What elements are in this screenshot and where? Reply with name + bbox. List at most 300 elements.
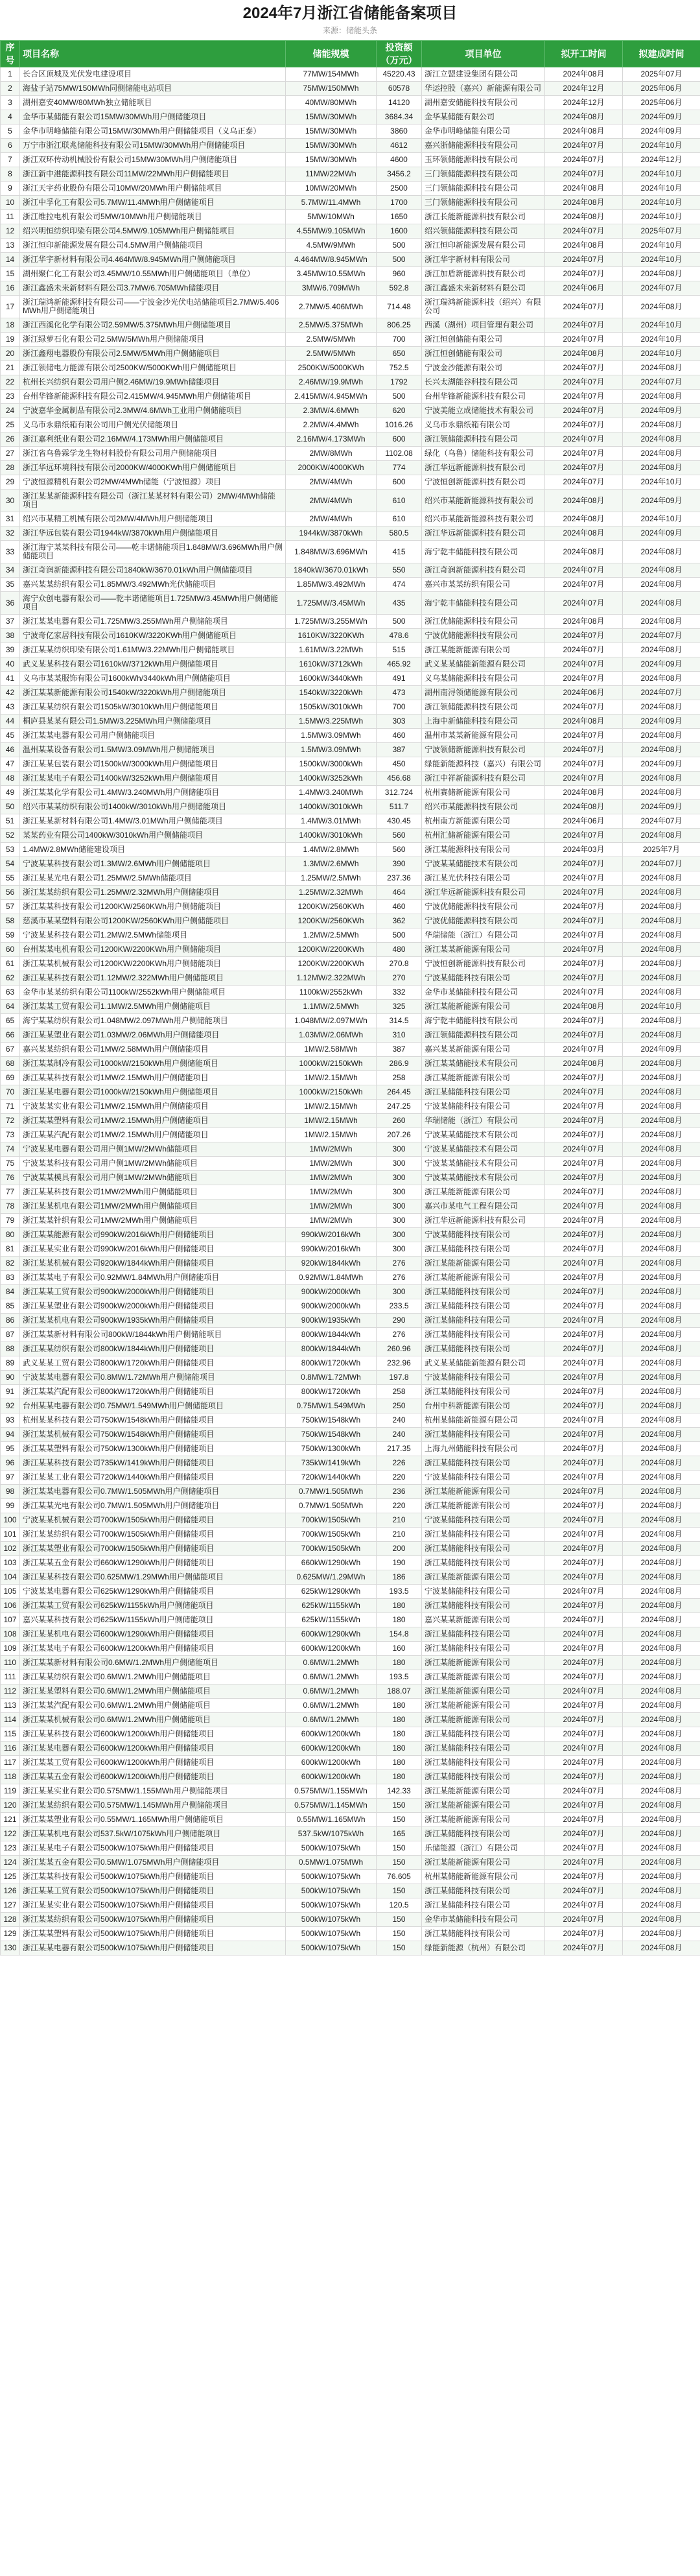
cell-project-name: 浙江某某机电有限公司600kW/1290kWh用户侧储能项目 <box>20 1627 286 1642</box>
cell-investment: 180 <box>377 1713 422 1727</box>
cell-investment: 511.7 <box>377 800 422 814</box>
cell-completion-time: 2024年08月 <box>623 1114 700 1128</box>
cell-project-name: 浙江某某机械有限公司750kW/1548kWh用户侧储能项目 <box>20 1428 286 1442</box>
cell-investment: 474 <box>377 578 422 592</box>
cell-storage-scale: 1MW/2.15MWh <box>286 1114 377 1128</box>
cell-start-time: 2024年07月 <box>545 1756 623 1770</box>
cell-index: 123 <box>1 1841 20 1856</box>
table-row <box>1 67 700 82</box>
cell-storage-scale: 77MW/154MWh <box>286 67 377 82</box>
cell-investment: 290 <box>377 1314 422 1328</box>
cell-completion-time: 2024年08月 <box>623 578 700 592</box>
cell-project-unit: 浙江瑞鸿新能源科技（绍兴）有限公司 <box>422 296 545 318</box>
cell-completion-time: 2024年08月 <box>623 592 700 615</box>
cell-project-name: 浙江某某机电有限公司900kW/1935kWh用户侧储能项目 <box>20 1314 286 1328</box>
cell-storage-scale: 2.46MW/19.9MWh <box>286 375 377 390</box>
cell-project-name: 台州华锋新能源科技有限公司2.415MW/4.945MWh用户侧储能项目 <box>20 390 286 404</box>
cell-project-unit: 绿化（乌鲁）储能科技有限公司 <box>422 447 545 461</box>
table-row <box>1 715 700 729</box>
cell-completion-time: 2024年08月 <box>623 1570 700 1585</box>
cell-storage-scale: 0.6MW/1.2MWh <box>286 1699 377 1713</box>
cell-start-time: 2024年07月 <box>545 672 623 686</box>
cell-index: 28 <box>1 461 20 475</box>
cell-index: 45 <box>1 729 20 743</box>
cell-investment: 186 <box>377 1570 422 1585</box>
cell-completion-time: 2024年08月 <box>623 1328 700 1342</box>
cell-index: 127 <box>1 1898 20 1913</box>
cell-storage-scale: 500kW/1075kWh <box>286 1913 377 1927</box>
cell-storage-scale: 2.16MW/4.173MWh <box>286 432 377 447</box>
cell-start-time: 2024年07月 <box>545 375 623 390</box>
cell-storage-scale: 2.5MW/5MWh <box>286 347 377 361</box>
cell-project-unit: 杭州汇储新能源有限公司 <box>422 829 545 843</box>
cell-index: 49 <box>1 786 20 800</box>
cell-completion-time: 2024年08月 <box>623 1413 700 1428</box>
cell-project-unit: 浙江中祥新能源科技有限公司 <box>422 772 545 786</box>
cell-index: 99 <box>1 1499 20 1513</box>
cell-completion-time: 2025年7月 <box>623 843 700 857</box>
cell-project-unit: 宁波优储能源科技有限公司 <box>422 900 545 914</box>
cell-investment: 460 <box>377 729 422 743</box>
cell-project-unit: 湖州嘉安储能科技有限公司 <box>422 96 545 110</box>
cell-storage-scale: 625kW/1290kWh <box>286 1585 377 1599</box>
cell-index: 115 <box>1 1727 20 1742</box>
cell-project-unit: 浙江某光伏科技有限公司 <box>422 871 545 886</box>
cell-investment: 150 <box>377 1884 422 1898</box>
cell-start-time: 2024年07月 <box>545 871 623 886</box>
cell-storage-scale: 0.55MW/1.165MWh <box>286 1813 377 1827</box>
table-row <box>1 361 700 375</box>
cell-index: 14 <box>1 253 20 267</box>
table-row <box>1 1499 700 1513</box>
cell-project-name: 浙江某某化学有限公司1.4MW/3.240MWh用户侧储能项目 <box>20 786 286 800</box>
cell-investment: 240 <box>377 1413 422 1428</box>
cell-storage-scale: 600kW/1200kWh <box>286 1727 377 1742</box>
cell-project-unit: 嘉兴浙储能源科技有限公司 <box>422 139 545 153</box>
cell-index: 90 <box>1 1371 20 1385</box>
cell-storage-scale: 500kW/1075kWh <box>286 1941 377 1956</box>
table-row <box>1 1513 700 1528</box>
cell-completion-time: 2024年10月 <box>623 196 700 210</box>
cell-investment: 325 <box>377 1000 422 1014</box>
cell-project-name: 浙江某某电器有限公司500kW/1075kWh用户侧储能项目 <box>20 1941 286 1956</box>
cell-start-time: 2024年07月 <box>545 1142 623 1157</box>
cell-completion-time: 2024年12月 <box>623 153 700 167</box>
cell-index: 46 <box>1 743 20 757</box>
cell-project-unit: 浙江某储能科技有限公司 <box>422 1827 545 1841</box>
cell-project-unit: 浙江某能新能源有限公司 <box>422 1713 545 1727</box>
cell-start-time: 2024年07月 <box>545 1100 623 1114</box>
header-investment: 投资额（万元） <box>377 41 422 67</box>
cell-start-time: 2024年07月 <box>545 224 623 239</box>
cell-completion-time: 2024年10月 <box>623 139 700 153</box>
cell-project-name: 浙江某某纺织有限公司0.6MW/1.2MWh用户侧储能项目 <box>20 1670 286 1684</box>
cell-completion-time: 2024年08月 <box>623 563 700 578</box>
cell-project-name: 浙江某某纺织有限公司500kW/1075kWh用户侧储能项目 <box>20 1913 286 1927</box>
cell-project-name: 浙江某某科技有限公司1MW/2.15MWh用户侧储能项目 <box>20 1071 286 1085</box>
cell-investment: 193.5 <box>377 1670 422 1684</box>
table-row <box>1 1756 700 1770</box>
cell-start-time: 2024年07月 <box>545 743 623 757</box>
cell-investment: 260 <box>377 1114 422 1128</box>
cell-investment: 460 <box>377 900 422 914</box>
cell-index: 80 <box>1 1228 20 1242</box>
table-row <box>1 1642 700 1656</box>
cell-index: 24 <box>1 404 20 418</box>
cell-project-unit: 浙江华远新能源科技有限公司 <box>422 461 545 475</box>
cell-start-time: 2024年07月 <box>545 1314 623 1328</box>
cell-index: 3 <box>1 96 20 110</box>
cell-investment: 232.96 <box>377 1356 422 1371</box>
table-row <box>1 1185 700 1199</box>
cell-storage-scale: 800kW/1720kWh <box>286 1385 377 1399</box>
cell-start-time: 2024年08月 <box>545 512 623 526</box>
cell-start-time: 2024年07月 <box>545 1542 623 1556</box>
cell-index: 50 <box>1 800 20 814</box>
cell-start-time: 2024年07月 <box>545 1271 623 1285</box>
cell-storage-scale: 1MW/2MWh <box>286 1199 377 1214</box>
cell-index: 26 <box>1 432 20 447</box>
cell-storage-scale: 500kW/1075kWh <box>286 1898 377 1913</box>
cell-investment: 180 <box>377 1727 422 1742</box>
cell-project-unit: 浙江某储能科技有限公司 <box>422 1085 545 1100</box>
cell-completion-time: 2024年08月 <box>623 361 700 375</box>
table-row <box>1 1627 700 1642</box>
cell-completion-time: 2024年08月 <box>623 1285 700 1299</box>
cell-start-time: 2024年07月 <box>545 1214 623 1228</box>
cell-project-name: 浙江某某电子有限公司1400kW/3252kWh用户侧储能项目 <box>20 772 286 786</box>
cell-index: 64 <box>1 1000 20 1014</box>
header-completion-time: 拟建成时间 <box>623 41 700 67</box>
cell-project-unit: 浙江立盟建设集团有限公司 <box>422 67 545 82</box>
table-row <box>1 526 700 541</box>
cell-index: 5 <box>1 124 20 139</box>
cell-index: 1 <box>1 67 20 82</box>
cell-completion-time: 2024年08月 <box>623 1884 700 1898</box>
cell-project-name: 浙江华宇新材料有限公司4.464MW/8.945MWh用户侧储能项目 <box>20 253 286 267</box>
cell-completion-time: 2024年08月 <box>623 986 700 1000</box>
cell-start-time: 2024年07月 <box>545 1528 623 1542</box>
table-row <box>1 578 700 592</box>
cell-investment: 650 <box>377 347 422 361</box>
cell-index: 44 <box>1 715 20 729</box>
table-row <box>1 1827 700 1841</box>
cell-project-unit: 浙江某储能科技有限公司 <box>422 1428 545 1442</box>
table-row <box>1 1699 700 1713</box>
cell-completion-time: 2024年08月 <box>623 1485 700 1499</box>
cell-project-unit: 浙江某能新能源有限公司 <box>422 1799 545 1813</box>
cell-storage-scale: 2.5MW/5.375MWh <box>286 318 377 333</box>
cell-index: 125 <box>1 1870 20 1884</box>
cell-project-name: 宁波某某科技有限公司1.2MW/2.5MWh储能项目 <box>20 928 286 943</box>
cell-index: 35 <box>1 578 20 592</box>
cell-completion-time: 2024年09月 <box>623 124 700 139</box>
cell-completion-time: 2024年08月 <box>623 1841 700 1856</box>
table-row <box>1 1014 700 1028</box>
cell-start-time: 2024年07月 <box>545 1456 623 1471</box>
header-project-unit: 项目单位 <box>422 41 545 67</box>
cell-project-name: 浙江某某新能源有限公司1540kW/3220kWh用户侧储能项目 <box>20 686 286 700</box>
cell-project-name: 浙江天宇药业股份有限公司10MW/20MWh用户侧储能项目 <box>20 182 286 196</box>
table-row <box>1 1670 700 1684</box>
cell-completion-time: 2024年08月 <box>623 1770 700 1784</box>
cell-project-name: 浙江某某实业有限公司990kW/2016kWh用户侧储能项目 <box>20 1242 286 1257</box>
cell-project-name: 浙江鑫翔电器股份有限公司2.5MW/5MWh用户侧储能项目 <box>20 347 286 361</box>
cell-investment: 190 <box>377 1556 422 1570</box>
cell-index: 111 <box>1 1670 20 1684</box>
cell-index: 73 <box>1 1128 20 1142</box>
cell-index: 105 <box>1 1585 20 1599</box>
cell-start-time: 2024年08月 <box>545 210 623 224</box>
cell-project-name: 浙江中孚化工有限公司5.7MW/11.4MWh用户侧储能项目 <box>20 196 286 210</box>
cell-storage-scale: 1540kW/3220kWh <box>286 686 377 700</box>
cell-project-unit: 浙江优储能源科技有限公司 <box>422 615 545 629</box>
table-row <box>1 418 700 432</box>
cell-investment: 752.5 <box>377 361 422 375</box>
table-row <box>1 1242 700 1257</box>
cell-completion-time: 2024年08月 <box>623 943 700 957</box>
table-row <box>1 1813 700 1827</box>
cell-completion-time: 2024年08月 <box>623 643 700 657</box>
cell-project-unit: 浙江某储能科技有限公司 <box>422 1770 545 1784</box>
cell-investment: 610 <box>377 490 422 512</box>
cell-storage-scale: 11MW/22MWh <box>286 167 377 182</box>
cell-index: 108 <box>1 1627 20 1642</box>
cell-start-time: 2024年07月 <box>545 1499 623 1513</box>
cell-project-unit: 浙江某能新能源有限公司 <box>422 1000 545 1014</box>
cell-project-name: 浙江某某塑料有限公司1MW/2.15MWh用户侧储能项目 <box>20 1114 286 1128</box>
cell-completion-time: 2024年08月 <box>623 1214 700 1228</box>
cell-project-unit: 华运控股（嘉兴）新能源有限公司 <box>422 82 545 96</box>
cell-index: 97 <box>1 1471 20 1485</box>
cell-storage-scale: 1.725MW/3.255MWh <box>286 615 377 629</box>
table-row <box>1 943 700 957</box>
cell-project-name: 浙江某某塑业有限公司0.55MW/1.165MWh用户侧储能项目 <box>20 1813 286 1827</box>
cell-storage-scale: 700kW/1505kWh <box>286 1528 377 1542</box>
table-row <box>1 1328 700 1342</box>
cell-investment: 197.8 <box>377 1371 422 1385</box>
cell-project-name: 浙江某某工贸有限公司500kW/1075kWh用户侧储能项目 <box>20 1884 286 1898</box>
cell-completion-time: 2024年07月 <box>623 686 700 700</box>
table-row <box>1 210 700 224</box>
cell-investment: 180 <box>377 1656 422 1670</box>
cell-completion-time: 2024年08月 <box>623 1813 700 1827</box>
cell-storage-scale: 1MW/2.15MWh <box>286 1128 377 1142</box>
cell-index: 62 <box>1 971 20 986</box>
cell-completion-time: 2024年08月 <box>623 971 700 986</box>
cell-project-name: 浙江某某制冷有限公司1000kW/2150kWh用户侧储能项目 <box>20 1057 286 1071</box>
cell-project-name: 浙江华远环境科技有限公司2000KW/4000KWh用户侧储能项目 <box>20 461 286 475</box>
cell-start-time: 2024年07月 <box>545 418 623 432</box>
cell-completion-time: 2024年08月 <box>623 1941 700 1956</box>
table-row <box>1 224 700 239</box>
cell-investment: 200 <box>377 1542 422 1556</box>
cell-storage-scale: 1.1MW/2.5MWh <box>286 1000 377 1014</box>
cell-start-time: 2024年07月 <box>545 253 623 267</box>
cell-start-time: 2024年06月 <box>545 686 623 700</box>
cell-index: 34 <box>1 563 20 578</box>
cell-project-name: 浙江某某电器有限公司用户侧储能项目 <box>20 729 286 743</box>
cell-storage-scale: 900kW/1935kWh <box>286 1314 377 1328</box>
cell-storage-scale: 660kW/1290kWh <box>286 1556 377 1570</box>
table-row <box>1 461 700 475</box>
table-row <box>1 1428 700 1442</box>
table-row <box>1 1071 700 1085</box>
cell-start-time: 2024年07月 <box>545 657 623 672</box>
cell-project-unit: 浙江某储能科技有限公司 <box>422 1456 545 1471</box>
cell-project-name: 浙江某某五金有限公司660kW/1290kWh用户侧储能项目 <box>20 1556 286 1570</box>
cell-project-unit: 浙江某储能科技有限公司 <box>422 1242 545 1257</box>
cell-project-name: 浙江新中港能源科技有限公司11MW/22MWh用户侧储能项目 <box>20 167 286 182</box>
cell-start-time: 2024年07月 <box>545 563 623 578</box>
cell-investment: 473 <box>377 686 422 700</box>
cell-project-name: 浙江某某科技有限公司1MW/2MWh用户侧储能项目 <box>20 1185 286 1199</box>
table-row <box>1 1856 700 1870</box>
cell-index: 78 <box>1 1199 20 1214</box>
cell-project-name: 嘉兴某某科技有限公司625kW/1155kWh用户侧储能项目 <box>20 1613 286 1627</box>
cell-investment: 500 <box>377 390 422 404</box>
cell-storage-scale: 1MW/2.15MWh <box>286 1100 377 1114</box>
table-row <box>1 672 700 686</box>
cell-storage-scale: 800kW/1844kWh <box>286 1342 377 1356</box>
cell-index: 66 <box>1 1028 20 1043</box>
cell-index: 106 <box>1 1599 20 1613</box>
cell-project-unit: 浙江某能新能源有限公司 <box>422 1499 545 1513</box>
cell-project-unit: 浙江恒印新能源发展有限公司 <box>422 239 545 253</box>
cell-project-unit: 绍兴领储能源科技有限公司 <box>422 224 545 239</box>
cell-start-time: 2024年07月 <box>545 1684 623 1699</box>
cell-project-name: 浙江某某塑业有限公司700kW/1505kWh用户侧储能项目 <box>20 1542 286 1556</box>
cell-start-time: 2024年07月 <box>545 1813 623 1827</box>
cell-start-time: 2024年07月 <box>545 1699 623 1713</box>
cell-project-unit: 玉环领储能源科技有限公司 <box>422 153 545 167</box>
cell-storage-scale: 1400kW/3010kWh <box>286 800 377 814</box>
cell-index: 54 <box>1 857 20 871</box>
table-row <box>1 239 700 253</box>
cell-storage-scale: 2.7MW/5.406MWh <box>286 296 377 318</box>
cell-investment: 515 <box>377 643 422 657</box>
cell-investment: 310 <box>377 1028 422 1043</box>
table-row <box>1 1884 700 1898</box>
cell-project-unit: 宁波领储新能源科技有限公司 <box>422 743 545 757</box>
cell-project-unit: 宁波金沙能源有限公司 <box>422 361 545 375</box>
cell-project-name: 义乌市某某服饰有限公司1600kWh/3440kWh用户侧储能项目 <box>20 672 286 686</box>
cell-start-time: 2024年12月 <box>545 82 623 96</box>
cell-storage-scale: 537.5kW/1075kWh <box>286 1827 377 1841</box>
cell-project-name: 浙江某某汽配有限公司1MW/2.15MWh用户侧储能项目 <box>20 1128 286 1142</box>
cell-storage-scale: 700kW/1505kWh <box>286 1513 377 1528</box>
cell-project-unit: 浙江某储能科技有限公司 <box>422 1342 545 1356</box>
cell-index: 33 <box>1 541 20 563</box>
cell-completion-time: 2024年09月 <box>623 490 700 512</box>
cell-completion-time: 2024年08月 <box>623 1542 700 1556</box>
cell-completion-time: 2024年09月 <box>623 715 700 729</box>
cell-storage-scale: 1.3MW/2.6MWh <box>286 857 377 871</box>
cell-investment: 464 <box>377 886 422 900</box>
cell-index: 9 <box>1 182 20 196</box>
cell-investment: 600 <box>377 475 422 490</box>
cell-investment: 700 <box>377 333 422 347</box>
cell-start-time: 2024年07月 <box>545 404 623 418</box>
table-row <box>1 1057 700 1071</box>
cell-storage-scale: 800kW/1844kWh <box>286 1328 377 1342</box>
cell-project-name: 浙江某某科技有限公司1200KW/2560KWh用户侧储能项目 <box>20 900 286 914</box>
cell-start-time: 2024年07月 <box>545 333 623 347</box>
cell-project-unit: 浙江恒创储能有限公司 <box>422 347 545 361</box>
cell-completion-time: 2024年08月 <box>623 1742 700 1756</box>
table-row <box>1 871 700 886</box>
cell-project-name: 浙江某某工贸有限公司625kW/1155kWh用户侧储能项目 <box>20 1599 286 1613</box>
cell-index: 93 <box>1 1413 20 1428</box>
table-row <box>1 1841 700 1856</box>
cell-investment: 250 <box>377 1399 422 1413</box>
cell-project-name: 浙江某某塑料有限公司0.6MW/1.2MWh用户侧储能项目 <box>20 1684 286 1699</box>
cell-index: 22 <box>1 375 20 390</box>
cell-investment: 240 <box>377 1428 422 1442</box>
cell-completion-time: 2024年08月 <box>623 432 700 447</box>
table-row <box>1 512 700 526</box>
cell-index: 41 <box>1 672 20 686</box>
cell-project-unit: 浙江鑫盛未来新材料有限公司 <box>422 281 545 296</box>
cell-start-time: 2024年03月 <box>545 843 623 857</box>
cell-completion-time: 2024年08月 <box>623 786 700 800</box>
cell-start-time: 2024年07月 <box>545 1841 623 1856</box>
cell-index: 107 <box>1 1613 20 1627</box>
cell-completion-time: 2025年07月 <box>623 224 700 239</box>
cell-project-unit: 湖州南浔领储能源有限公司 <box>422 686 545 700</box>
cell-index: 4 <box>1 110 20 124</box>
cell-storage-scale: 750kW/1548kWh <box>286 1413 377 1428</box>
cell-investment: 150 <box>377 1799 422 1813</box>
cell-investment: 1792 <box>377 375 422 390</box>
cell-project-unit: 三门领储能源科技有限公司 <box>422 182 545 196</box>
cell-storage-scale: 0.75MW/1.549MWh <box>286 1399 377 1413</box>
cell-project-name: 金华市明峰储能有限公司15MW/30MWh用户侧储能项目（义乌正泰） <box>20 124 286 139</box>
cell-completion-time: 2024年08月 <box>623 886 700 900</box>
cell-index: 56 <box>1 886 20 900</box>
cell-project-unit: 浙江某储能科技有限公司 <box>422 1528 545 1542</box>
cell-investment: 150 <box>377 1813 422 1827</box>
cell-storage-scale: 1000kW/2150kWh <box>286 1057 377 1071</box>
cell-investment: 300 <box>377 1285 422 1299</box>
cell-index: 124 <box>1 1856 20 1870</box>
table-row <box>1 404 700 418</box>
cell-investment: 500 <box>377 928 422 943</box>
cell-index: 101 <box>1 1528 20 1542</box>
cell-completion-time: 2024年08月 <box>623 1727 700 1742</box>
cell-index: 55 <box>1 871 20 886</box>
table-row <box>1 592 700 615</box>
cell-index: 60 <box>1 943 20 957</box>
table-row <box>1 743 700 757</box>
table-row <box>1 375 700 390</box>
cell-project-name: 浙江某某新能源科技有限公司（浙江某某材料有限公司）2MW/4MWh储能项目 <box>20 490 286 512</box>
cell-completion-time: 2024年08月 <box>623 928 700 943</box>
cell-storage-scale: 1610kW/3712kWh <box>286 657 377 672</box>
cell-project-name: 宁波某某实业有限公司1MW/2.15MWh用户侧储能项目 <box>20 1100 286 1114</box>
table-row <box>1 1085 700 1100</box>
cell-index: 38 <box>1 629 20 643</box>
cell-index: 67 <box>1 1043 20 1057</box>
cell-project-unit: 杭州某储能新能源有限公司 <box>422 1413 545 1428</box>
cell-storage-scale: 0.6MW/1.2MWh <box>286 1670 377 1684</box>
cell-project-unit: 宁波某某储能技术有限公司 <box>422 1142 545 1157</box>
cell-start-time: 2024年07月 <box>545 1171 623 1185</box>
cell-project-unit: 浙江某储能科技有限公司 <box>422 1328 545 1342</box>
cell-index: 110 <box>1 1656 20 1670</box>
cell-completion-time: 2024年08月 <box>623 1142 700 1157</box>
table-row <box>1 196 700 210</box>
